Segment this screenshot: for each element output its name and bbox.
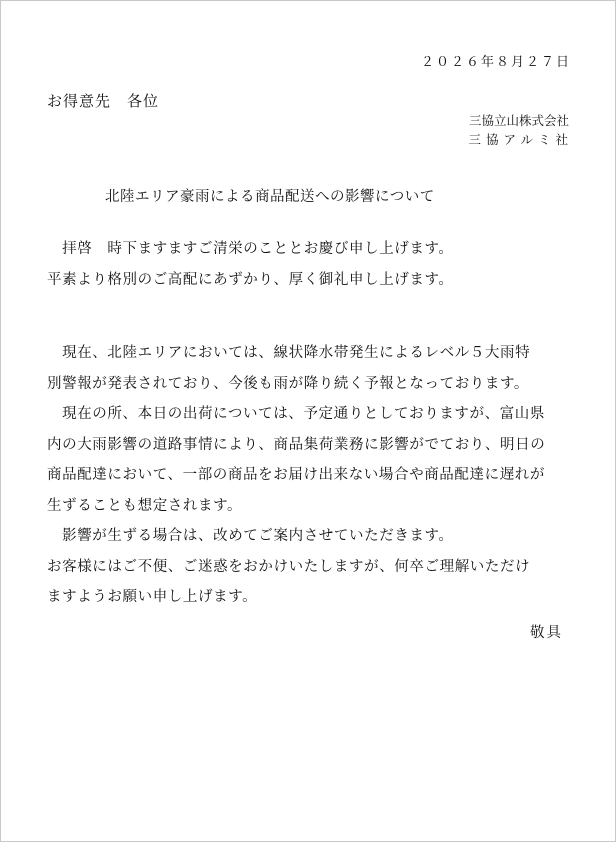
body-line: 影響が生ずる場合は、改めてご案内させていただきます。 [47, 528, 454, 544]
body-line: 商品配達において、一部の商品をお届け出来ない場合や商品配達に遅れが [47, 467, 546, 483]
body-line: 現在、北陸エリアにおいては、線状降水帯発生によるレベル５大雨特 [47, 345, 531, 361]
body-line: 現在の所、本日の出荷については、予定通りとしておりますが、富山県 [47, 406, 546, 422]
body-line: 生ずることも想定されます。 [47, 497, 243, 514]
letter-date: ２０２６年８月２７日 [420, 55, 571, 70]
closing-word: 敬具 [530, 625, 563, 641]
body-paragraph [47, 338, 577, 613]
sender-block [468, 111, 573, 149]
sender-company: 三協立山株式会社 [468, 113, 569, 128]
recipient: お得意先 各位 [47, 92, 160, 110]
greeting-line: 平素より格別のご高配にあずかり、厚く御礼申し上げます。 [47, 271, 454, 288]
body-line: 内の大雨影響の道路事情により、商品集荷業務に影響がでており、明日の [47, 436, 546, 453]
body-line: ますようお願い申し上げます。 [47, 589, 258, 605]
letter-subject: 北陸エリア豪雨による商品配送への影響について [105, 189, 435, 205]
body-line: お客様にはご不便、ご迷惑をおかけいたしますが、何卒ご理解いただけ [47, 558, 531, 575]
sender-division: 三協アルミ社 [468, 132, 573, 147]
greeting-line: 拝啓 時下ますますご清栄のこととお慶び申し上げます。 [47, 241, 454, 257]
greeting-paragraph [47, 234, 577, 295]
body-line: 別警報が発表されており、今後も雨が降り続く予報となっております。 [47, 375, 530, 392]
